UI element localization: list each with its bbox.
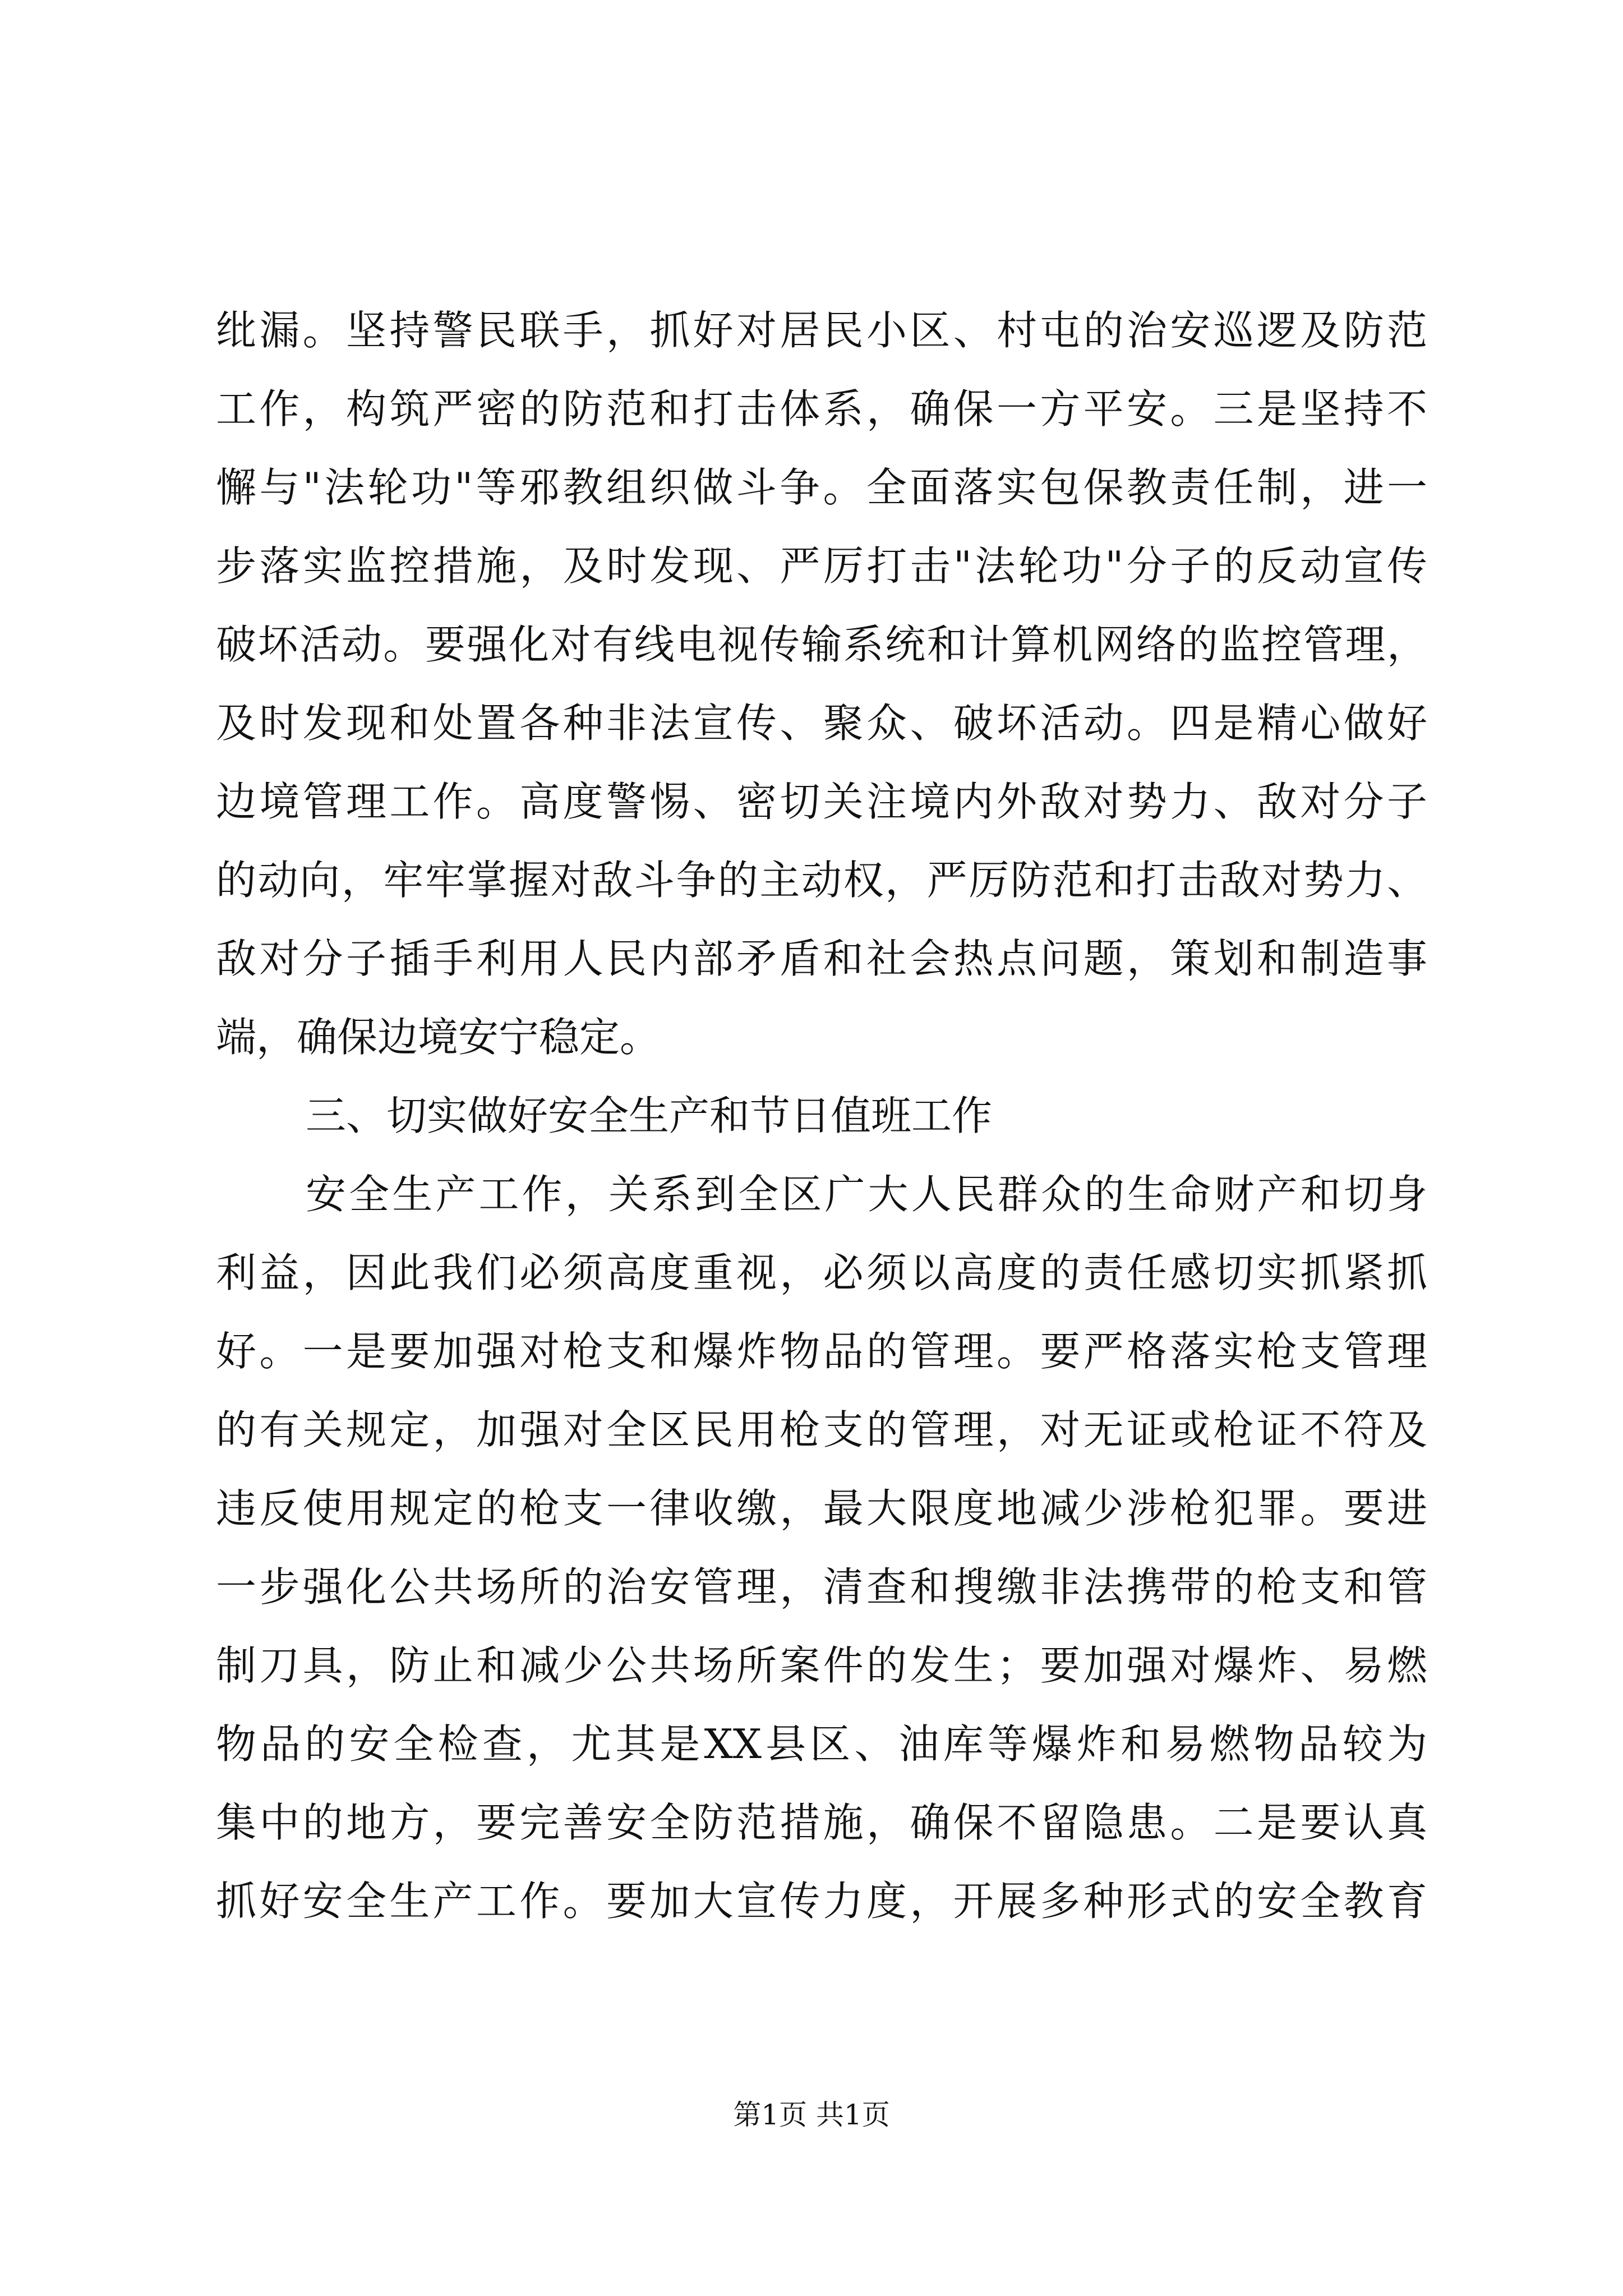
body-line: 违反使用规定的枪支一律收缴，最大限度地减少涉枪犯罪。要进 [216, 1485, 1427, 1532]
body-line: 纰漏。坚持警民联手，抓好对居民小区、村屯的治安巡逻及防范 [216, 307, 1427, 354]
body-line: 一步强化公共场所的治安管理，清查和搜缴非法携带的枪支和管 [216, 1563, 1427, 1611]
section-heading: 三、切实做好安全生产和节日值班工作 [306, 1092, 993, 1139]
body-line: 及时发现和处置各种非法宣传、聚众、破坏活动。四是精心做好 [216, 700, 1427, 747]
body-line: 端，确保边境安宁稳定。 [216, 1014, 661, 1061]
body-line: 好。一是要加强对枪支和爆炸物品的管理。要严格落实枪支管理 [216, 1328, 1427, 1375]
body-line: 物品的安全检查，尤其是XX县区、油库等爆炸和易燃物品较为 [216, 1720, 1427, 1768]
body-line: 制刀具，防止和减少公共场所案件的发生；要加强对爆炸、易燃 [216, 1642, 1427, 1689]
body-line: 的有关规定，加强对全区民用枪支的管理，对无证或枪证不符及 [216, 1406, 1427, 1453]
body-line: 安全生产工作，关系到全区广大人民群众的生命财产和切身 [306, 1171, 1427, 1218]
body-line: 抓好安全生产工作。要加大宣传力度，开展多种形式的安全教育 [216, 1878, 1427, 1925]
body-line: 利益，因此我们必须高度重视，必须以高度的责任感切实抓紧抓 [216, 1249, 1427, 1296]
page-footer: 第1页 共1页 [733, 2099, 890, 2131]
body-line: 步落实监控措施，及时发现、严厉打击"法轮功"分子的反动宣传 [216, 542, 1427, 590]
body-line: 集中的地方，要完善安全防范措施，确保不留隐患。二是要认真 [216, 1799, 1427, 1846]
body-line: 破坏活动。要强化对有线电视传输系统和计算机网络的监控管理， [216, 621, 1427, 668]
body-line: 工作，构筑严密的防范和打击体系，确保一方平安。三是坚持不 [216, 385, 1427, 432]
body-line: 的动向，牢牢掌握对敌斗争的主动权，严厉防范和打击敌对势力、 [216, 857, 1427, 904]
body-line: 边境管理工作。高度警惕、密切关注境内外敌对势力、敌对分子 [216, 778, 1427, 825]
body-line: 懈与"法轮功"等邪教组织做斗争。全面落实包保教责任制，进一 [216, 464, 1427, 511]
body-line: 敌对分子插手利用人民内部矛盾和社会热点问题，策划和制造事 [216, 935, 1427, 982]
